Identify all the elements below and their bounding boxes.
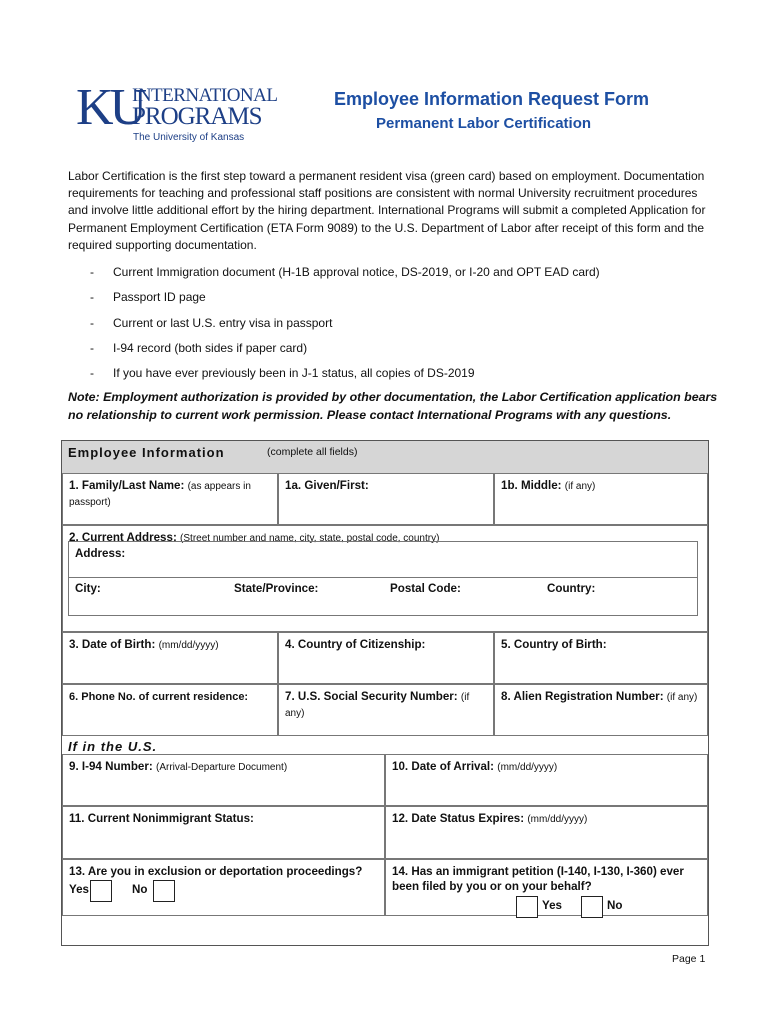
note: Note: Employment authorization is provided by other documentation, the Labor Certification application bears no relationship to current work permission. Please contact International Programs with any questions.: [68, 390, 718, 422]
alien-registration-field[interactable]: 8. Alien Registration Number: (if any): [494, 684, 708, 736]
given-name-field[interactable]: 1a. Given/First:: [278, 473, 494, 525]
nonimmigrant-status-field[interactable]: 11. Current Nonimmigrant Status:: [62, 806, 385, 859]
section-hint: (complete all fields): [267, 446, 358, 458]
family-name-field[interactable]: 1. Family/Last Name: (as appears in passport): [62, 473, 278, 525]
intro-paragraph: Labor Certification is the first step toward a permanent resident visa (green card) based on employment. Documentation requirements for teaching and professional staff positions are consistent with normal University recruitment procedures and involve little additional effort by the hiring department. International Programs will submit a completed Application for Permanent Employment Certification (ETA Form 9089) to the U.S. Department of Labor after receipt of this form and the required supporting documentation.: [68, 169, 706, 252]
section-title: Employee Information: [68, 445, 225, 460]
date-of-birth-field[interactable]: 3. Date of Birth: (mm/dd/yyyy): [62, 632, 278, 684]
deportation-no-label: No: [132, 883, 148, 896]
country-field[interactable]: Country:: [547, 582, 596, 595]
petition-no-label: No: [607, 899, 623, 912]
ku-logo: [70, 70, 278, 162]
address-line-2: [68, 578, 698, 616]
employee-form: [61, 440, 709, 946]
logo-university: The University of Kansas: [133, 132, 245, 143]
address-field[interactable]: Address:: [68, 541, 698, 578]
phone-number-field[interactable]: 6. Phone No. of current residence:: [62, 684, 278, 736]
form-title: Employee Information Request Form: [334, 89, 650, 109]
page-number: Page 1: [672, 953, 706, 965]
logo-ku: KU: [76, 79, 144, 136]
current-address-section: 2. Current Address: (Street number and name, city, state, postal code, country): [62, 525, 708, 632]
immigrant-petition-question: 14. Has an immigrant petition (I-140, I-130, I-360) ever been filed by you or on your behalf? Yes No: [385, 859, 708, 916]
petition-no-checkbox[interactable]: [581, 896, 603, 918]
deportation-no-checkbox[interactable]: [153, 880, 175, 902]
petition-yes-label: Yes: [542, 899, 562, 912]
petition-yes-checkbox[interactable]: [516, 896, 538, 918]
postal-code-field[interactable]: Postal Code:: [390, 582, 461, 595]
date-of-arrival-field[interactable]: 10. Date of Arrival: (mm/dd/yyyy): [385, 754, 708, 806]
ssn-field[interactable]: 7. U.S. Social Security Number: (if any): [278, 684, 494, 736]
form-subtitle: Permanent Labor Certification: [376, 115, 592, 132]
i94-number-field[interactable]: 9. I-94 Number: (Arrival-Departure Document): [62, 754, 385, 806]
status-expires-field[interactable]: 12. Date Status Expires: (mm/dd/yyyy): [385, 806, 708, 859]
deportation-yes-checkbox[interactable]: [90, 880, 112, 902]
deportation-question: 13. Are you in exclusion or deportation proceedings? Yes No: [62, 859, 385, 916]
middle-name-field[interactable]: 1b. Middle: (if any): [494, 473, 708, 525]
country-of-citizenship-field[interactable]: 4. Country of Citizenship:: [278, 632, 494, 684]
city-field[interactable]: City:: [75, 582, 101, 595]
deportation-yes-label: Yes: [69, 883, 89, 896]
section-employee-information: [62, 441, 708, 474]
logo-international: INTERNATIONAL: [132, 85, 278, 106]
logo-programs: PROGRAMS: [132, 103, 262, 130]
country-of-birth-field[interactable]: 5. Country of Birth:: [494, 632, 708, 684]
section-if-in-us: If in the U.S.: [68, 739, 158, 754]
state-field[interactable]: State/Province:: [234, 582, 319, 595]
